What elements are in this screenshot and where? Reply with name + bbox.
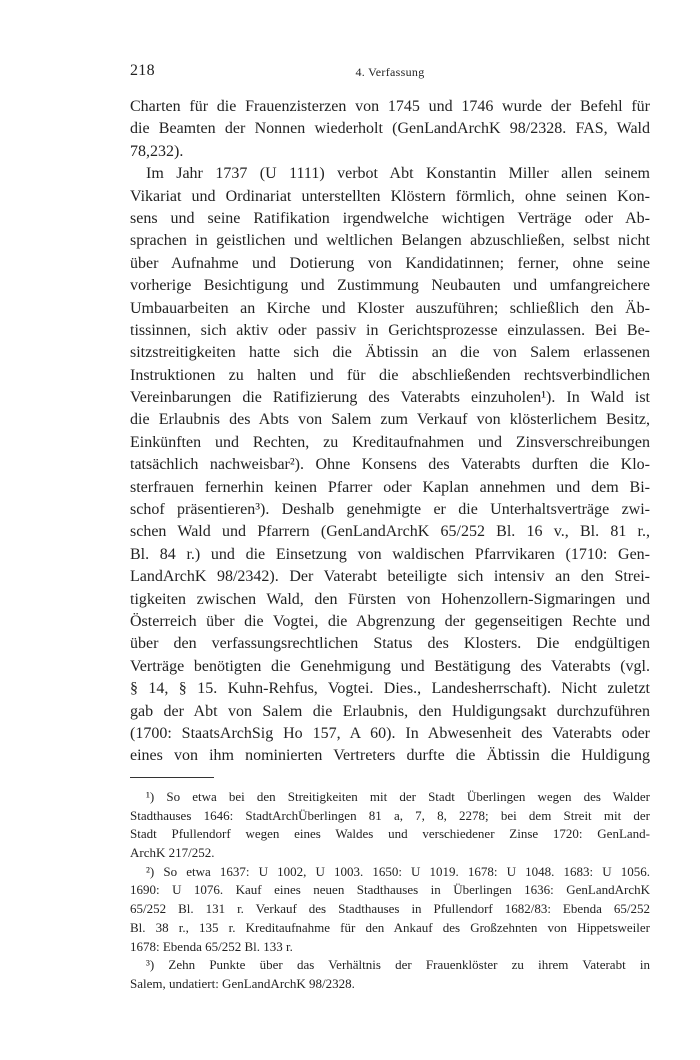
text-line: sprachen in geistlichen und weltlichen Belangen abzuschließen, selbst nicht bbox=[130, 232, 650, 250]
text-line: schen Wald und Pfarrern (GenLandArchK 65/252 Bl. 16 v., Bl. 81 r., bbox=[130, 523, 650, 541]
footnote-line: 1678: Ebenda 65/252 Bl. 133 r. bbox=[130, 938, 293, 954]
text-line: Bl. 84 r.) und die Einsetzung von waldischen Pfarrvikaren (1710: Gen- bbox=[130, 545, 650, 563]
text-line: 78,232). bbox=[130, 142, 184, 160]
text-line: Vereinbarungen die Ratifizierung des Vaterabts einzuholen¹). In Wald ist bbox=[130, 389, 650, 407]
text-line: (1700: StaatsArchSig Ho 157, A 60). In Abwesenheit des Vaterabts oder bbox=[130, 724, 650, 742]
footnote-line: Stadt Pfullendorf wegen eines Waldes und verschiedener Zinse 1720: GenLand- bbox=[130, 826, 650, 842]
footnote-line: 1690: U 1076. Kauf eines neuen Stadthauses in Überlingen 1636: GenLandArchK bbox=[130, 882, 650, 898]
footnote-line: ²) So etwa 1637: U 1002, U 1003. 1650: U 1019. 1678: U 1048. 1683: U 1056. bbox=[146, 863, 650, 879]
text-line: über Aufnahme und Dotierung von Kandidatinnen; ferner, ohne seine bbox=[130, 254, 650, 272]
text-line: Instruktionen zu halten und für die abschließenden rechtsverbindlichen bbox=[130, 366, 650, 384]
footnote-line: Salem, undatiert: GenLandArchK 98/2328. bbox=[130, 975, 355, 991]
text-line: tatsächlich nachweisbar²). Ohne Konsens des Vaterabts durften die Klo- bbox=[130, 456, 650, 474]
footnote-line: ArchK 217/252. bbox=[130, 845, 215, 861]
text-line: Im Jahr 1737 (U 1111) verbot Abt Konstantin Miller allen seinem bbox=[146, 165, 650, 183]
footnote-line: Stadthauses 1646: StadtArchÜberlingen 81 a, 7, 8, 2278; bei dem Streit mit der bbox=[130, 807, 650, 823]
text-line: Umbauarbeiten an Kirche und Kloster auszuführen; schließlich den Äb- bbox=[130, 299, 650, 317]
text-line: sterfrauen fernerhin keinen Pfarrer oder Kaplan annehmen und dem Bi- bbox=[130, 478, 650, 496]
footnote-line: ¹) So etwa bei den Streitigkeiten mit der Stadt Überlingen wegen des Walder bbox=[146, 789, 650, 804]
footnotes bbox=[130, 788, 650, 994]
main-text bbox=[130, 96, 650, 768]
text-line: Vikariat und Ordinariat unterstellten Klöstern förmlich, ohne seinen Kon- bbox=[130, 187, 650, 205]
text-line: gab der Abt von Salem die Erlaubnis, den Huldigungsakt durchzuführen bbox=[130, 702, 650, 720]
footnote-rule bbox=[130, 777, 214, 778]
text-line: Einkünften und Rechten, zu Kreditaufnahmen und Zinsverschreibungen bbox=[130, 433, 650, 451]
text-line: sitzstreitigkeiten hatte sich die Äbtissin an die von Salem erlassenen bbox=[130, 344, 650, 362]
text-line: Österreich über die Vogtei, die Abgrenzung der gegenseitigen Rechte und bbox=[130, 612, 650, 630]
footnote-line: 65/252 Bl. 131 r. Verkauf des Stadthauses in Pfullendorf 1682/83: Ebenda 65/252 bbox=[130, 901, 650, 917]
text-line: § 14, § 15. Kuhn-Rehfus, Vogtei. Dies., Landesherrschaft). Nicht zuletzt bbox=[130, 680, 650, 698]
text-line: sens und seine Ratifikation irgendwelche wichtigen Verträge oder Ab- bbox=[130, 209, 650, 227]
text-line: Verträge benötigten die Genehmigung und Bestätigung des Vaterabts (vgl. bbox=[130, 657, 650, 675]
text-line: tigkeiten zwischen Wald, den Fürsten von Hohenzollern-Sigmaringen und bbox=[130, 590, 650, 608]
text-line: eines von ihm nominierten Vertreters durfte die Äbtissin die Huldigung bbox=[130, 747, 650, 765]
text-line: über den verfassungsrechtlichen Status des Klosters. Die endgültigen bbox=[130, 635, 650, 653]
text-line: schof präsentieren³). Deshalb genehmigte er die Unterhaltsverträge zwi- bbox=[130, 501, 650, 519]
footnote-line: ³) Zehn Punkte über das Verhältnis der Frauenklöster zu ihrem Vaterabt in bbox=[146, 957, 650, 973]
running-head: 4. Verfassung bbox=[355, 65, 425, 79]
page-header bbox=[130, 62, 650, 86]
text-line: Charten für die Frauenzisterzen von 1745 und 1746 wurde der Befehl für bbox=[130, 98, 650, 115]
footnote-line: Bl. 38 r., 135 r. Kreditaufnahme für den Ankauf des Großzehnten von Hippetsweiler bbox=[130, 919, 650, 935]
page-number: 218 bbox=[130, 62, 155, 79]
text-line: die Erlaubnis des Abts von Salem zum Verkauf von klösterlichem Besitz, bbox=[130, 411, 650, 429]
text-line: die Beamten der Nonnen wiederholt (GenLandArchK 98/2328. FAS, Wald bbox=[130, 120, 650, 138]
text-line: vorherige Besichtigung und Zustimmung Neubauten und umfangreichere bbox=[130, 277, 650, 295]
text-line: tissinnen, sich aktiv oder passiv in Gerichtsprozesse einzulassen. Bei Be- bbox=[130, 321, 650, 339]
text-line: LandArchK 98/2342). Der Vaterabt beteiligte sich intensiv an den Strei- bbox=[130, 568, 650, 586]
